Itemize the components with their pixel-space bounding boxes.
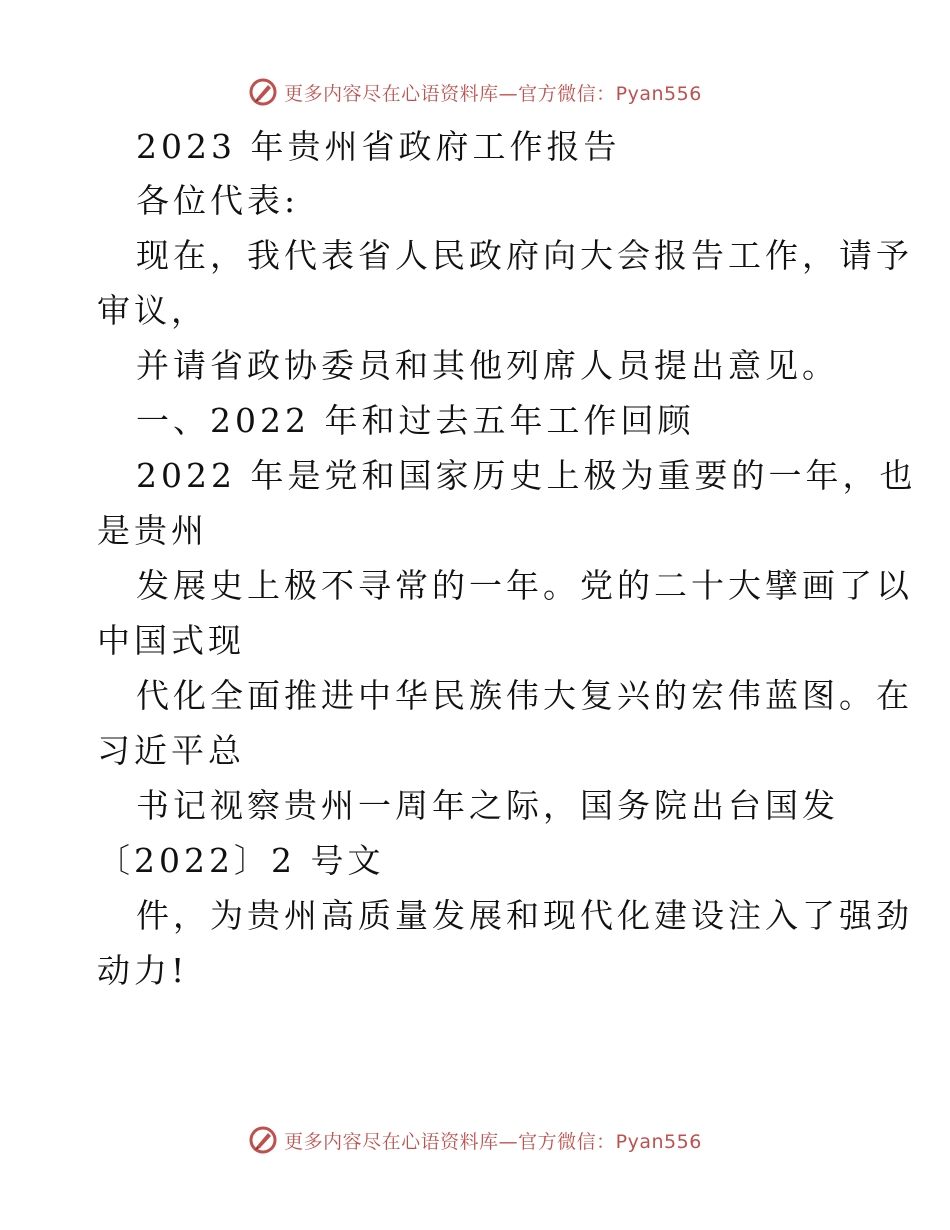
footer-wechat-id: Pyan556	[615, 1130, 702, 1153]
header-wechat-id: Pyan556	[615, 82, 702, 105]
pen-in-circle-logo-icon	[248, 1125, 278, 1155]
paragraph-line: 习近平总	[97, 731, 245, 770]
paragraph-line: 代化全面推进中华民族伟大复兴的宏伟蓝图。在	[136, 676, 913, 715]
paragraph-line: 并请省政协委员和其他列席人员提出意见。	[136, 346, 839, 385]
document-body	[97, 120, 917, 998]
header-banner-text: 更多内容尽在心语资料库—官方微信：Pyan556	[284, 82, 702, 105]
paragraph-line: 件，为贵州高质量发展和现代化建设注入了强劲	[136, 896, 913, 935]
paragraph-line: 发展史上极不寻常的一年。党的二十大擘画了以	[136, 566, 913, 605]
paragraph-line: 〔2022〕2 号文	[97, 841, 385, 880]
paragraph-line: 审议，	[97, 291, 208, 330]
salutation: 各位代表:	[136, 181, 300, 220]
paragraph-line: 2022 年是党和国家历史上极为重要的一年，也	[136, 456, 917, 495]
paragraph-line: 动力!	[97, 951, 189, 990]
footer-banner	[0, 1120, 950, 1160]
document-title: 2023 年贵州省政府工作报告	[136, 127, 621, 166]
paragraph-line: 中国式现	[97, 621, 245, 660]
paragraph-line: 书记视察贵州一周年之际，国务院出台国发	[136, 786, 839, 825]
footer-banner-text: 更多内容尽在心语资料库—官方微信：Pyan556	[284, 1130, 702, 1153]
pen-in-circle-logo-icon	[248, 77, 278, 107]
paragraph-line: 是贵州	[97, 511, 208, 550]
header-banner	[0, 72, 950, 112]
paragraph-line: 现在，我代表省人民政府向大会报告工作，请予	[136, 236, 913, 275]
section-heading: 一、2022 年和过去五年工作回顾	[136, 401, 695, 440]
